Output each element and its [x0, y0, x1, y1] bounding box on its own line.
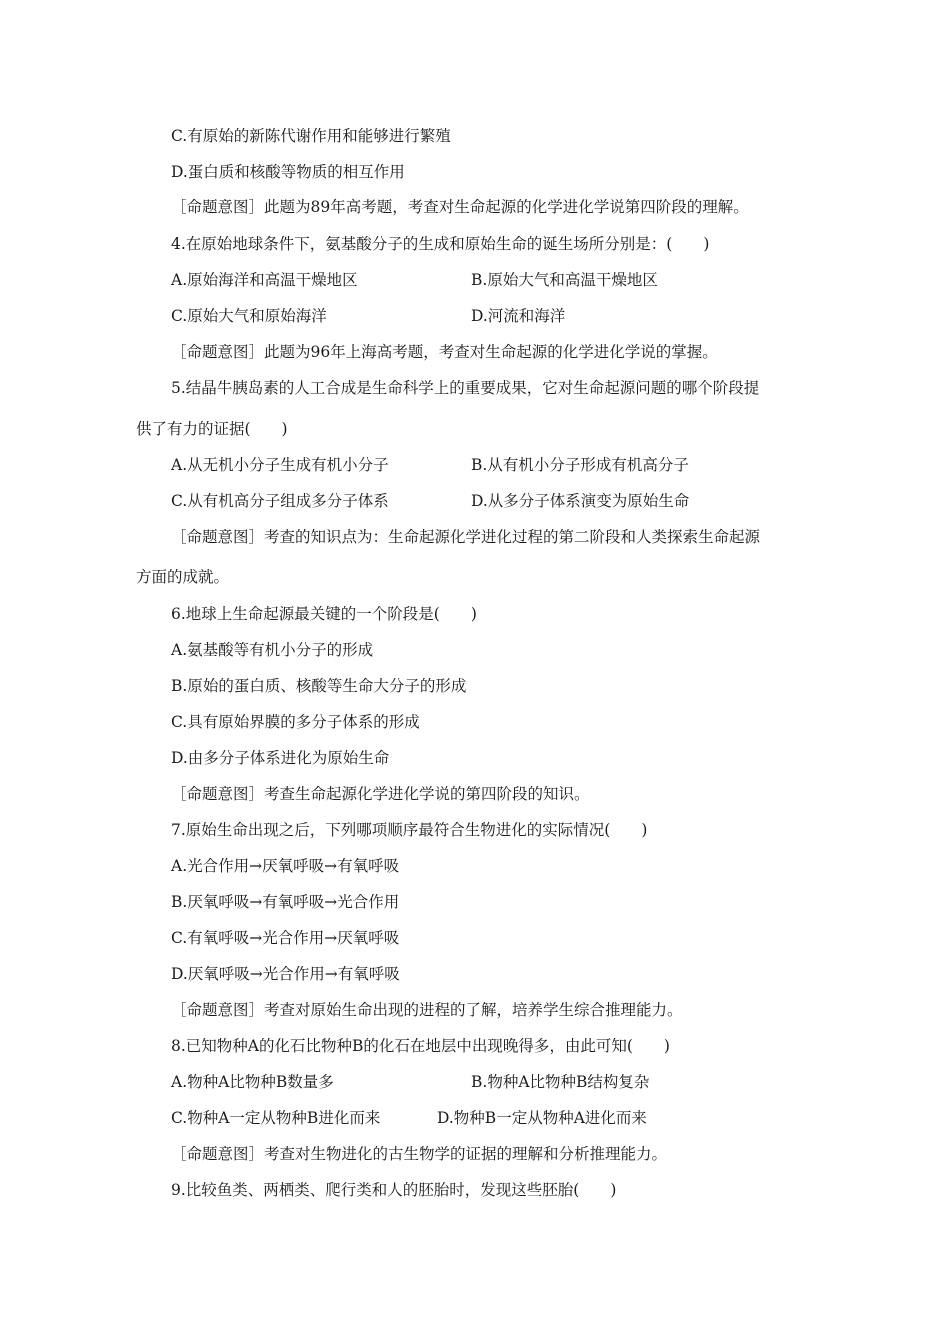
- option-b: B.物种A比物种B结构复杂: [471, 1073, 650, 1091]
- option-d: D.蛋白质和核酸等物质的相互作用: [171, 163, 405, 181]
- option-c: C.具有原始界膜的多分子体系的形成: [171, 713, 420, 731]
- option-b: B.厌氧呼吸→有氧呼吸→光合作用: [171, 893, 400, 911]
- option-d: D.物种B一定从物种A进化而来: [437, 1109, 647, 1127]
- question-5-continued: 供了有力的证据( ): [136, 420, 288, 438]
- option-c: C.原始大气和原始海洋: [171, 307, 327, 325]
- option-a: A.物种A比物种B数量多: [171, 1073, 334, 1091]
- option-d: D.河流和海洋: [471, 307, 566, 325]
- option-b: B.原始大气和高温干燥地区: [471, 271, 658, 289]
- intent-note: ［命题意图］考查生命起源化学进化学说的第四阶段的知识。: [171, 785, 590, 803]
- option-a: A.光合作用→厌氧呼吸→有氧呼吸: [171, 857, 400, 875]
- intent-note: ［命题意图］考查的知识点为：生命起源化学进化过程的第二阶段和人类探索生命起源: [171, 528, 761, 546]
- option-b: B.原始的蛋白质、核酸等生命大分子的形成: [171, 677, 467, 695]
- option-c: C.从有机高分子组成多分子体系: [171, 492, 389, 510]
- option-a: A.氨基酸等有机小分子的形成: [171, 641, 374, 659]
- question-5: 5.结晶牛胰岛素的人工合成是生命科学上的重要成果，它对生命起源问题的哪个阶段提: [171, 379, 760, 397]
- option-c: C.物种A一定从物种B进化而来: [171, 1109, 381, 1127]
- option-c: C.有原始的新陈代谢作用和能够进行繁殖: [171, 127, 451, 145]
- option-d: D.由多分子体系进化为原始生命: [171, 749, 390, 767]
- question-4: 4.在原始地球条件下，氨基酸分子的生成和原始生命的诞生场所分别是：( ): [171, 235, 710, 253]
- intent-note: ［命题意图］此题为96年上海高考题，考查对生命起源的化学进化学说的掌握。: [171, 343, 718, 361]
- option-b: B.从有机小分子形成有机高分子: [471, 456, 689, 474]
- option-c: C.有氧呼吸→光合作用→厌氧呼吸: [171, 929, 400, 947]
- intent-note: ［命题意图］考查对原始生命出现的进程的了解，培养学生综合推理能力。: [171, 1001, 683, 1019]
- option-a: A.从无机小分子生成有机小分子: [171, 456, 389, 474]
- option-a: A.原始海洋和高温干燥地区: [171, 271, 358, 289]
- intent-note: ［命题意图］此题为89年高考题，考查对生命起源的化学进化学说第四阶段的理解。: [171, 198, 749, 216]
- intent-note: ［命题意图］考查对生物进化的古生物学的证据的理解和分析推理能力。: [171, 1145, 668, 1163]
- question-9: 9.比较鱼类、两栖类、爬行类和人的胚胎时，发现这些胚胎( ): [171, 1181, 617, 1199]
- option-d: D.厌氧呼吸→光合作用→有氧呼吸: [171, 965, 400, 983]
- question-8: 8.已知物种A的化石比物种B的化石在地层中出现晚得多，由此可知( ): [171, 1037, 670, 1055]
- question-6: 6.地球上生命起源最关键的一个阶段是( ): [171, 605, 477, 623]
- option-d: D.从多分子体系演变为原始生命: [471, 492, 690, 510]
- intent-note-continued: 方面的成就。: [136, 568, 230, 586]
- question-7: 7.原始生命出现之后，下列哪项顺序最符合生物进化的实际情况( ): [171, 821, 648, 839]
